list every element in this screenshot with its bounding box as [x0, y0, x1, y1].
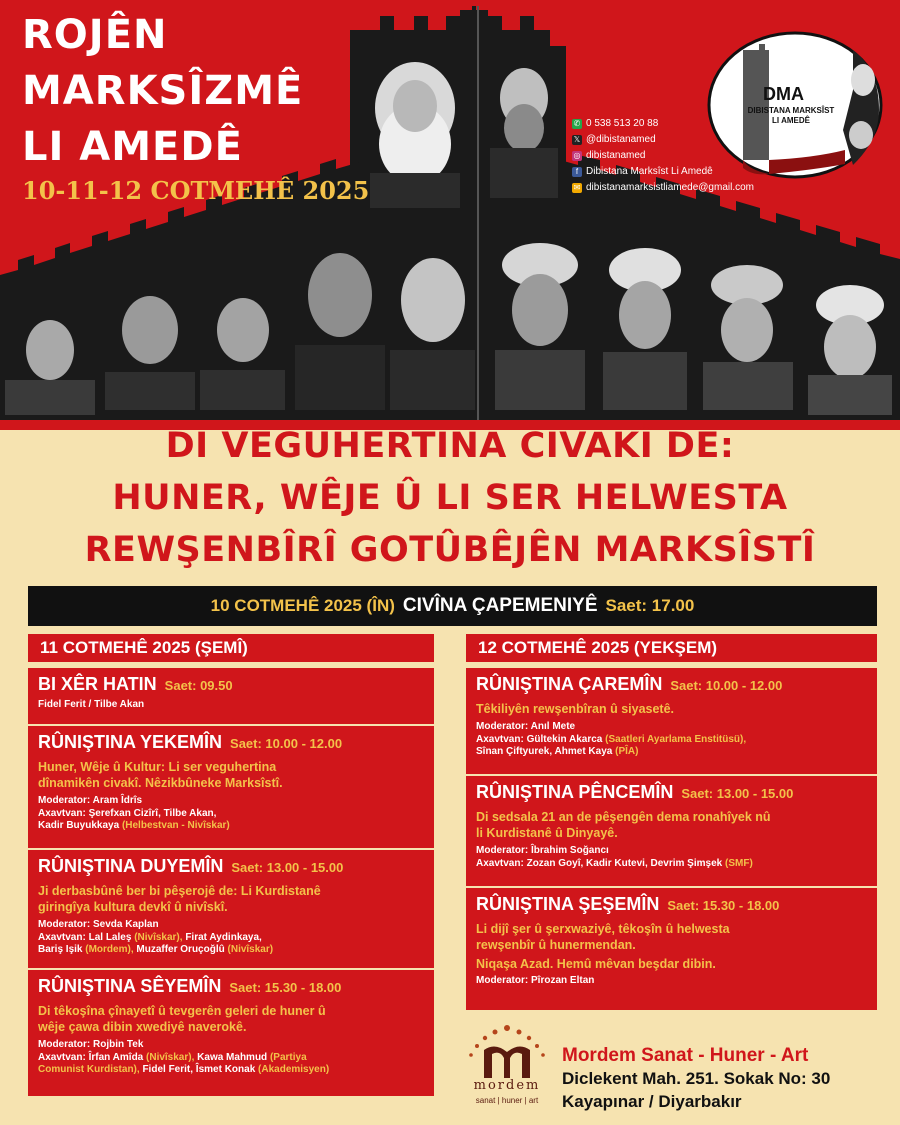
theme-line2: HUNER, WÊJE Û LI SER HELWESTA	[112, 478, 788, 518]
portrait-5	[385, 235, 480, 410]
portrait-6	[485, 225, 595, 410]
mail-icon: ✉	[573, 182, 581, 192]
session-time: Saet: 10.00 - 12.00	[670, 678, 783, 693]
portrait-8	[695, 250, 800, 410]
dma-logo	[703, 30, 883, 180]
header-banner	[0, 0, 900, 430]
theme-line3: REWŞENBÎRÎ GOTÛBÊJÊN MARKSÎSTÎ	[84, 530, 816, 570]
opening-date: 10 COTMEHÊ 2025 (ÎN)	[210, 596, 395, 615]
event-dates: 10-11-12 COTMEHÊ 2025	[22, 176, 370, 205]
session-time: Saet: 13.00 - 15.00	[231, 860, 344, 875]
event-title-line3: LI AMEDÊ	[22, 124, 243, 170]
session-title: RÛNIŞTINA PÊNCEMÎN	[476, 782, 674, 802]
session-description: Li dijî şer û şerxwaziyê, têkoşîn û helwesta rewşenbîr û hunermendan.	[476, 922, 730, 952]
session-title: RÛNIŞTINA SÊYEMÎN	[38, 976, 222, 996]
venue-brand: mordem	[473, 1078, 541, 1093]
logo-subtitle-2: LI AMEDÊ	[772, 116, 810, 125]
instagram-icon: ◎	[573, 150, 581, 160]
venue-address-line1: Diclekent Mah. 251. Sokak No: 30	[562, 1069, 831, 1088]
session-speakers: Axavtvan: Îrfan Amîda (Nivîskar), Kawa Mahmud (Partiya Comunist Kurdistan), Fidel Ferit, Îsmet Konak (Akademisyen)	[38, 1051, 330, 1075]
venue-address-line2: Kayapınar / Diyarbakır	[562, 1092, 742, 1111]
portrait-3	[195, 280, 290, 410]
session-first	[28, 726, 434, 848]
contact-phone	[572, 118, 658, 129]
session-note: Niqaşa Azad. Hemû mêvan beşdar dibin.	[476, 957, 716, 971]
opening-press-conference-bar	[28, 586, 877, 626]
contact-x-text: @dibistanamed	[586, 134, 656, 145]
event-title-line1: ROJÊN	[22, 12, 168, 58]
contact-instagram[interactable]	[572, 150, 645, 161]
session-title: RÛNIŞTINA ŞEŞEMÎN	[476, 894, 660, 914]
venue-tagline: sanat | huner | art	[475, 1096, 539, 1105]
portrait-marx	[360, 48, 470, 208]
session-time: Saet: 09.50	[164, 678, 233, 693]
session-description: Huner, Wêje û Kultur: Li ser veguhertina dînamikên civakî. Nêzikbûneke Marksîstî.	[38, 760, 283, 790]
session-time: Saet: 15.30 - 18.00	[667, 898, 780, 913]
session-title: RÛNIŞTINA DUYEMÎN	[38, 856, 224, 876]
day2-heading: 11 COTMEHÊ 2025 (ŞEMÎ)	[28, 634, 434, 662]
theme-line1: DI VEGUHERTINA CIVAKÎ DE:	[165, 426, 735, 466]
session-fifth	[466, 776, 877, 886]
contact-phone-text: 0 538 513 20 88	[586, 118, 659, 129]
portrait-1	[0, 305, 100, 415]
session-third	[28, 970, 434, 1096]
session-description: Ji derbasbûnê ber bi pêşerojê de: Li Kurdistanê giringîya kultura devkî û nivîskî.	[38, 884, 321, 914]
session-speakers: Axavtvan: Zozan Goyî, Kadir Kutevi, Devrim Şimşek (SMF)	[476, 857, 753, 869]
session-fourth	[466, 668, 877, 774]
opening-title: CIVÎNA ÇAPEMENIYÊ	[402, 595, 598, 616]
session-title: RÛNIŞTINA YEKEMÎN	[38, 732, 223, 752]
x-icon: 𝕏	[573, 134, 581, 144]
session-moderator: Moderator: Rojbin Tek	[38, 1039, 144, 1050]
contact-x[interactable]	[572, 134, 656, 145]
session-description: Di sedsala 21 an de pêşengên dema ronahîyek nû li Kurdistanê û Dinyayê.	[476, 810, 771, 840]
portrait-2	[100, 280, 200, 410]
session-speakers: Axavtvan: Şerefxan Cizîrî, Tilbe Akan, Kadir Buyukkaya (Helbestvan - Nivîskar)	[38, 807, 230, 831]
contact-email[interactable]	[572, 182, 754, 193]
session-hosts: Fidel Ferit / Tilbe Akan	[38, 699, 145, 710]
session-second	[28, 850, 434, 968]
session-moderator: Moderator: Aram Îdrîs	[38, 795, 143, 806]
venue-name: Mordem Sanat - Huner - Art	[562, 1045, 809, 1066]
portrait-9	[800, 275, 900, 415]
portrait-7	[595, 230, 695, 410]
contact-facebook-text: Dibistana Marksîst Li Amedê	[586, 166, 713, 177]
contact-email-text: dibistanamarksistliamede@gmail.com	[586, 182, 754, 193]
session-moderator: Moderator: Sevda Kaplan	[38, 919, 159, 930]
session-moderator: Moderator: Anıl Mete	[476, 721, 576, 732]
logo-subtitle-1: DIBISTANA MARKSÎST	[747, 106, 835, 115]
session-moderator: Moderator: Îbrahim Soğancı	[476, 845, 609, 856]
session-welcome	[28, 668, 434, 724]
contact-facebook[interactable]	[572, 166, 713, 177]
contact-instagram-text: dibistanamed	[586, 150, 646, 161]
day3-heading: 12 COTMEHÊ 2025 (YEKŞEM)	[466, 634, 877, 662]
whatsapp-icon: ✆	[573, 118, 581, 128]
session-speakers: Axavtvan: Gültekin Akarca (Saatleri Ayarlama Enstitüsü), Sînan Çiftyurek, Ahmet Kaya (PÎA)	[476, 733, 747, 757]
session-title: RÛNIŞTINA ÇAREMÎN	[476, 674, 663, 694]
event-title-line2: MARKSÎZMÊ	[22, 68, 304, 114]
logo-abbr: DMA	[763, 84, 804, 104]
session-speakers: Axavtvan: Lal Laleş (Nivîskar), Firat Aydinkaya, Bariş Işik (Mordem), Muzaffer Oruçoğlû (Nivîskar)	[38, 931, 274, 955]
session-description: Têkiliyên rewşenbîran û siyasetê.	[476, 702, 675, 716]
portrait-engels	[484, 48, 564, 198]
facebook-icon: f	[572, 167, 582, 177]
portrait-4	[290, 225, 390, 410]
session-title: BI XÊR HATIN	[38, 674, 157, 694]
session-time: Saet: 15.30 - 18.00	[229, 980, 342, 995]
session-time: Saet: 13.00 - 15.00	[681, 786, 794, 801]
session-sixth	[466, 888, 877, 1010]
session-time: Saet: 10.00 - 12.00	[230, 736, 343, 751]
opening-time: Saet: 17.00	[605, 596, 695, 615]
session-moderator: Moderator: Pîrozan Eltan	[476, 975, 595, 986]
session-description: Di têkoşîna çînayetî û tevgerên geleri de huner û wêje çawa dibin xwediyê naverokê.	[38, 1004, 326, 1034]
